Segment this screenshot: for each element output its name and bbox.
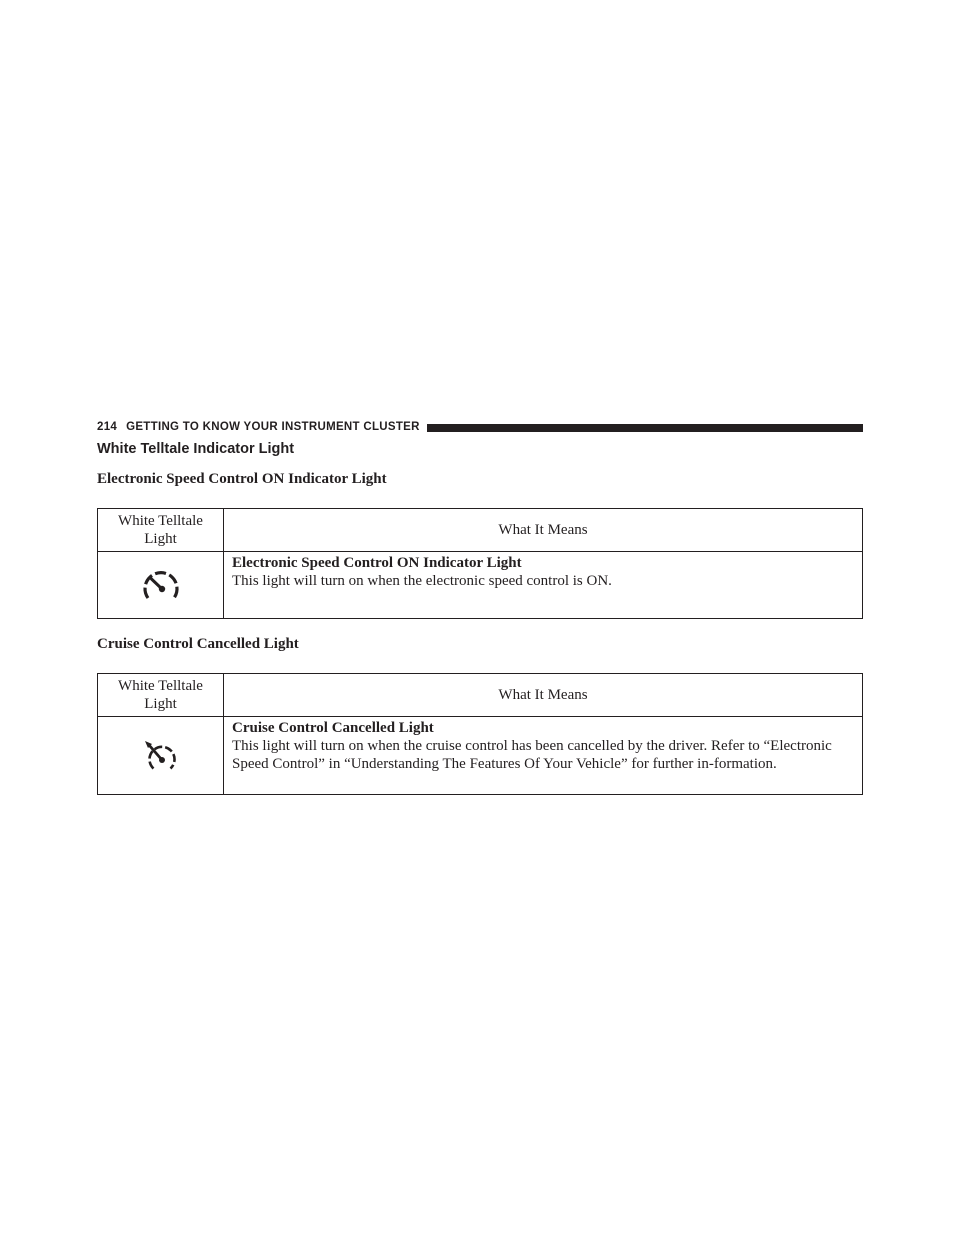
cruise-cancelled-table (97, 673, 863, 795)
icon-cell (98, 552, 224, 619)
row-text: This light will turn on when the cruise control has been cancelled by the driver. Refer to “Electronic Speed Control” in “Understanding The Features Of Your Vehicle” for further in-formation. (232, 738, 832, 772)
column-header-meaning: What It Means (224, 674, 863, 717)
description-cell (224, 717, 863, 795)
icon-cell (98, 717, 224, 795)
speed-control-on-icon (139, 567, 183, 603)
speed-control-heading: Electronic Speed Control ON Indicator Light (97, 471, 387, 487)
column-header-meaning: What It Means (224, 509, 863, 552)
cruise-control-cancelled-icon (141, 739, 181, 773)
row-title: Cruise Control Cancelled Light (232, 720, 434, 736)
row-text: This light will turn on when the electronic speed control is ON. (232, 573, 612, 589)
column-header-light: White Telltale Light (98, 509, 224, 552)
page-header (97, 419, 863, 435)
table-row (98, 717, 863, 795)
description-cell (224, 552, 863, 619)
table-header-row (98, 674, 863, 717)
section-title: White Telltale Indicator Light (97, 441, 295, 457)
table-header-row (98, 509, 863, 552)
column-header-light: White Telltale Light (98, 674, 224, 717)
header-rule (427, 424, 863, 432)
cruise-cancelled-heading: Cruise Control Cancelled Light (97, 636, 299, 652)
row-title: Electronic Speed Control ON Indicator Light (232, 555, 522, 571)
speed-control-table (97, 508, 863, 619)
header-title: GETTING TO KNOW YOUR INSTRUMENT CLUSTER (126, 421, 420, 433)
table-row (98, 552, 863, 619)
page-number: 214 (97, 421, 118, 433)
